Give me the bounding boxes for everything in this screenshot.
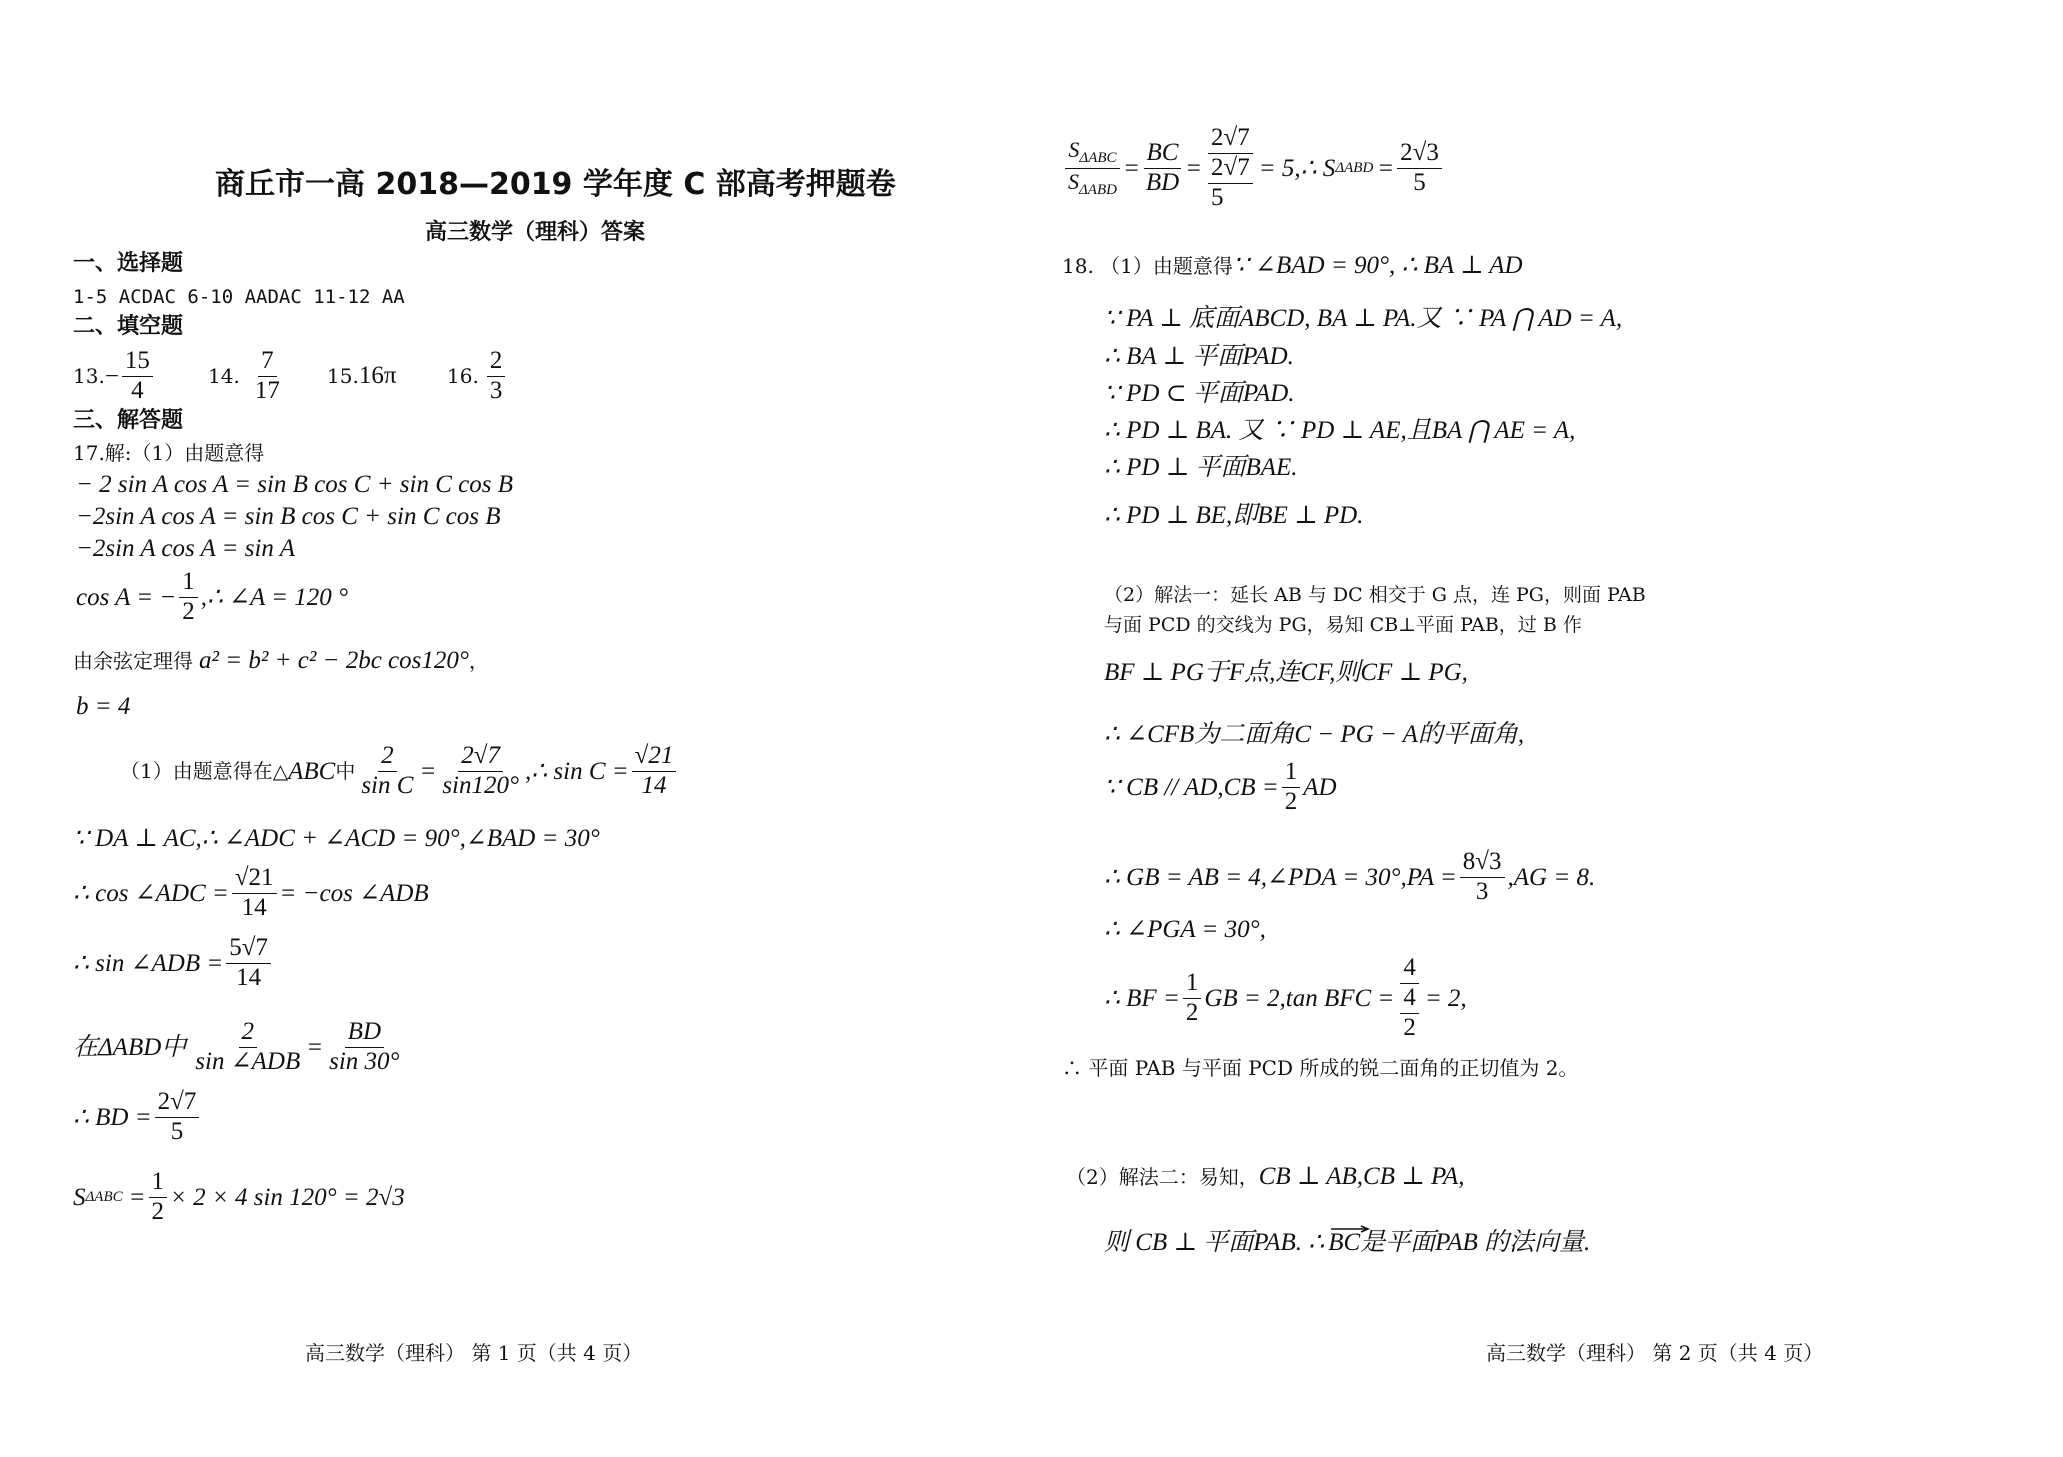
r32-c: = 2,	[1424, 984, 1467, 1012]
p17-l13-fraction	[149, 1168, 168, 1227]
p17-l13-sub: ΔABC	[85, 1188, 123, 1205]
q13-sign: −	[104, 362, 119, 390]
r1-eq-3: =	[1377, 154, 1395, 182]
q13-fraction	[122, 347, 153, 406]
r32-frac-2	[1397, 954, 1422, 1042]
q13-num: 15	[122, 347, 153, 377]
r-line-20: ∴ BA ⊥ 平面PAD.	[1104, 343, 1294, 370]
r30-fraction	[1460, 848, 1505, 907]
q15-label: 15.	[327, 363, 359, 388]
p17-l12-fraction	[155, 1088, 200, 1147]
r18-b: ∵ ∠BAD = 90°, ∴ BA ⊥ AD	[1232, 252, 1523, 279]
p17-l7-frac-3	[632, 742, 677, 801]
p17-line-9	[73, 864, 429, 923]
r32-a: ∴ BF =	[1104, 984, 1180, 1012]
r-line-21: ∵ PD ⊂ 平面PAD.	[1104, 380, 1295, 407]
r30-b: ,AG = 8.	[1507, 863, 1596, 891]
q13-label: 13.	[73, 364, 105, 389]
r32-frac-1	[1183, 969, 1202, 1028]
q16-num: 2	[487, 347, 506, 377]
p17-l7-frac-1	[358, 742, 416, 801]
p17-l5-a: 由余弦定理得	[73, 649, 193, 673]
r1-s2-sub: ΔABD	[1079, 181, 1117, 198]
p17-l7-f3-num: √21	[632, 742, 677, 772]
r-line-23: ∴ PD ⊥ 平面BAE.	[1104, 454, 1298, 481]
r-line-26: 与面 PCD 的交线为 PG，易知 CB⊥平面 PAB，过 B 作	[1104, 614, 1582, 636]
r1-frac-3	[1205, 124, 1256, 212]
p17-l13-num: 1	[149, 1168, 168, 1198]
r1-s1-sub: ΔABC	[1079, 150, 1117, 167]
r1-frac-2	[1143, 139, 1182, 198]
p17-l10-a: ∴ sin ∠ADB =	[73, 949, 224, 977]
q14-fraction	[252, 347, 283, 406]
r-line-35	[1104, 1230, 1590, 1255]
r34-a: （2）解法二：易知，	[1066, 1165, 1259, 1189]
p17-l10-den: 14	[236, 963, 262, 991]
r35-b: 是平面PAB 的法向量.	[1360, 1229, 1591, 1256]
p17-l7-f1-num: 2	[378, 742, 397, 772]
r-line-28: ∴ ∠CFB为二面角C − PG − A的平面角,	[1104, 721, 1525, 748]
r35-vector	[1328, 1230, 1360, 1255]
r30-a: ∴ GB = AB = 4,∠PDA = 30°,PA =	[1104, 863, 1457, 891]
p17-line-3: −2sin A cos A = sin A	[76, 535, 295, 562]
fill-answer-13	[73, 347, 156, 406]
r-line-31: ∴ ∠PGA = 30°,	[1104, 916, 1266, 943]
r32-f2-den	[1397, 984, 1422, 1043]
r1-eq-2: =	[1185, 154, 1203, 182]
section-heading-fill: 二、填空题	[73, 314, 184, 339]
r1-f2-den: BD	[1145, 168, 1180, 196]
fill-answer-15	[327, 363, 396, 388]
p17-l4-den: 2	[182, 597, 195, 625]
r1-frac-4	[1397, 139, 1442, 198]
p17-l4-fraction	[179, 568, 198, 627]
p17-l9-num: √21	[232, 864, 277, 894]
p17-line-7	[120, 742, 679, 801]
vector-arrow-icon	[1330, 1225, 1360, 1231]
r1-eq-1: =	[1122, 154, 1140, 182]
fill-answer-16	[447, 347, 508, 406]
p17-l13-s: S	[73, 1183, 86, 1211]
q16-fraction	[487, 347, 506, 406]
r32-b: GB = 2,tan BFC =	[1204, 984, 1395, 1012]
r1-f3-den	[1205, 154, 1256, 213]
q14-label: 14.	[208, 364, 240, 389]
p17-l4-num: 1	[179, 568, 198, 598]
r30-num: 8√3	[1460, 848, 1505, 878]
r35-a: 则 CB ⊥ 平面PAB. ∴	[1104, 1229, 1325, 1256]
p17-l7-c: 中	[335, 759, 356, 784]
p17-l9-den: 14	[241, 893, 267, 921]
r1-f4-num: 2√3	[1397, 139, 1442, 169]
p17-l7-frac-2	[439, 742, 522, 801]
p17-l5-c: ，	[468, 649, 489, 673]
r30-den: 3	[1475, 877, 1489, 905]
r1-frac-1	[1065, 137, 1120, 199]
r34-b: CB ⊥ AB,CB ⊥ PA,	[1258, 1163, 1465, 1190]
p17-l11-f1-num: 2	[239, 1018, 258, 1048]
p17-l7-f2-num: 2√7	[458, 742, 503, 772]
p17-line-12	[73, 1088, 202, 1147]
r1-f2-num: BC	[1144, 139, 1182, 169]
r29-fraction	[1282, 758, 1301, 817]
r-line-25: （2）解法一：延长 AB 与 DC 相交于 G 点，连 PG，则面 PAB	[1104, 584, 1646, 606]
r-line-19: ∵ PA ⊥ 底面ABCD, BA ⊥ PA.又 ∵ PA ⋂ AD = A,	[1104, 305, 1623, 332]
p17-l12-den: 5	[170, 1117, 184, 1145]
p17-l9-b: = −cos ∠ADB	[279, 879, 429, 907]
r29-a: ∵ CB // AD,CB =	[1104, 773, 1279, 801]
p17-l7-f3-den: 14	[641, 771, 667, 799]
p17-l7-f1-den: sin C	[361, 771, 414, 799]
p17-l13-b: × 2 × 4 sin 120° = 2√3	[170, 1183, 405, 1211]
p17-l11-f1-den: sin ∠ADB	[195, 1047, 301, 1075]
p17-l7-b: ABC	[288, 757, 336, 785]
r1-s2: S	[1068, 168, 1079, 194]
p17-l11-frac-1	[192, 1018, 303, 1077]
choice-answers: 1-5 ACDAC 6-10 AADAC 11-12 AA	[73, 286, 405, 308]
r-line-27: BF ⊥ PG于F点,连CF,则CF ⊥ PG,	[1104, 659, 1468, 686]
p17-line-5	[73, 648, 489, 673]
r32-f2-den-num: 4	[1400, 984, 1419, 1014]
q15-value: 16π	[358, 362, 397, 389]
fill-answer-14	[208, 347, 286, 406]
p17-line-4	[76, 568, 348, 627]
p17-l11-eq: =	[306, 1033, 324, 1061]
r-line-30	[1104, 848, 1595, 907]
r-line-34	[1066, 1164, 1465, 1189]
p17-l13-den: 2	[151, 1197, 165, 1225]
r-line-22: ∴ PD ⊥ BA. 又 ∵ PD ⊥ AE,且BA ⋂ AE = A,	[1104, 417, 1576, 444]
r32-den: 2	[1185, 998, 1199, 1026]
p17-line-10	[73, 934, 274, 993]
r18-a: 18. （1）由题意得	[1062, 254, 1233, 278]
p17-line-8: ∵ DA ⊥ AC,∴ ∠ADC + ∠ACD = 90°,∠BAD = 30°	[73, 825, 600, 852]
r-line-1	[1062, 124, 1445, 212]
r-line-24: ∴ PD ⊥ BE,即BE ⊥ PD.	[1104, 502, 1364, 529]
r1-b: = 5,∴ S	[1258, 154, 1336, 182]
p17-l10-fraction	[226, 934, 271, 993]
r1-f3-den-num: 2√7	[1208, 154, 1253, 184]
r1-f4-den: 5	[1413, 168, 1426, 196]
footer-page-1: 高三数学（理科） 第 1 页（共 4 页）	[305, 1341, 643, 1365]
r-line-29	[1104, 758, 1337, 817]
p17-line-6: b = 4	[76, 693, 131, 720]
r35-vec-text: BC	[1328, 1229, 1361, 1256]
q14-num: 7	[258, 347, 277, 377]
p17-l11-a: 在ΔABD中	[73, 1033, 187, 1061]
document-subtitle: 高三数学（理科）答案	[425, 220, 646, 245]
r1-f3-den-den: 5	[1211, 183, 1224, 211]
p17-l9-fraction	[232, 864, 277, 923]
r32-f2-num: 4	[1400, 954, 1419, 984]
p17-line-2: −2sin A cos A = sin B cos C + sin C cos B	[76, 503, 501, 530]
r29-b: AD	[1303, 773, 1337, 801]
r29-den: 2	[1284, 787, 1298, 815]
r1-f3-num: 2√7	[1208, 124, 1253, 154]
r32-f2-den-den: 2	[1403, 1013, 1416, 1041]
p17-line-13	[73, 1168, 405, 1227]
footer-page-2: 高三数学（理科） 第 2 页（共 4 页）	[1486, 1341, 1824, 1365]
p17-line-1: − 2 sin A cos A = sin B cos C + sin C cos B	[76, 471, 513, 498]
p17-l12-num: 2√7	[155, 1088, 200, 1118]
r1-s1: S	[1068, 137, 1080, 163]
r-line-33: ∴ 平面 PAB 与平面 PCD 所成的锐二面角的正切值为 2。	[1062, 1056, 1579, 1080]
p17-l11-frac-2	[326, 1018, 402, 1077]
p17-l4-a: cos A = −	[76, 583, 177, 611]
p17-l7-a: （1）由题意得在△	[120, 759, 289, 784]
p17-l11-f2-den: sin 30°	[329, 1047, 400, 1075]
p17-line-11	[73, 1018, 406, 1077]
p17-l7-f2-den: sin120°	[442, 771, 519, 799]
r-line-32	[1104, 954, 1467, 1042]
p17-l5-b: a² = b² + c² − 2bc cos120°	[199, 647, 469, 674]
section-heading-solve: 三、解答题	[73, 408, 184, 433]
q16-den: 3	[489, 376, 503, 404]
p17-l12-a: ∴ BD =	[73, 1103, 152, 1131]
p17-l4-b: ,∴ ∠A = 120 °	[200, 583, 348, 611]
r29-num: 1	[1282, 758, 1301, 788]
r1-b-sub: ΔABD	[1335, 159, 1374, 176]
p17-intro: 17.解:（1）由题意得	[73, 441, 265, 465]
r32-num: 1	[1183, 969, 1202, 999]
document-title: 商丘市一高 2018—2019 学年度 C 部高考押题卷	[215, 167, 896, 202]
section-heading-choice: 一、选择题	[73, 251, 184, 276]
r-line-18	[1062, 253, 1523, 278]
q16-label: 16.	[447, 364, 479, 389]
p17-l13-eq: =	[128, 1183, 146, 1211]
p17-l11-f2-num: BD	[345, 1018, 384, 1048]
p17-l7-eq: =	[419, 757, 437, 785]
p17-l9-a: ∴ cos ∠ADC =	[73, 879, 229, 907]
q13-den: 4	[131, 376, 144, 404]
q14-den: 17	[254, 376, 280, 404]
p17-l7-d: ,∴ sin C =	[525, 757, 629, 785]
p17-l10-num: 5√7	[226, 934, 271, 964]
